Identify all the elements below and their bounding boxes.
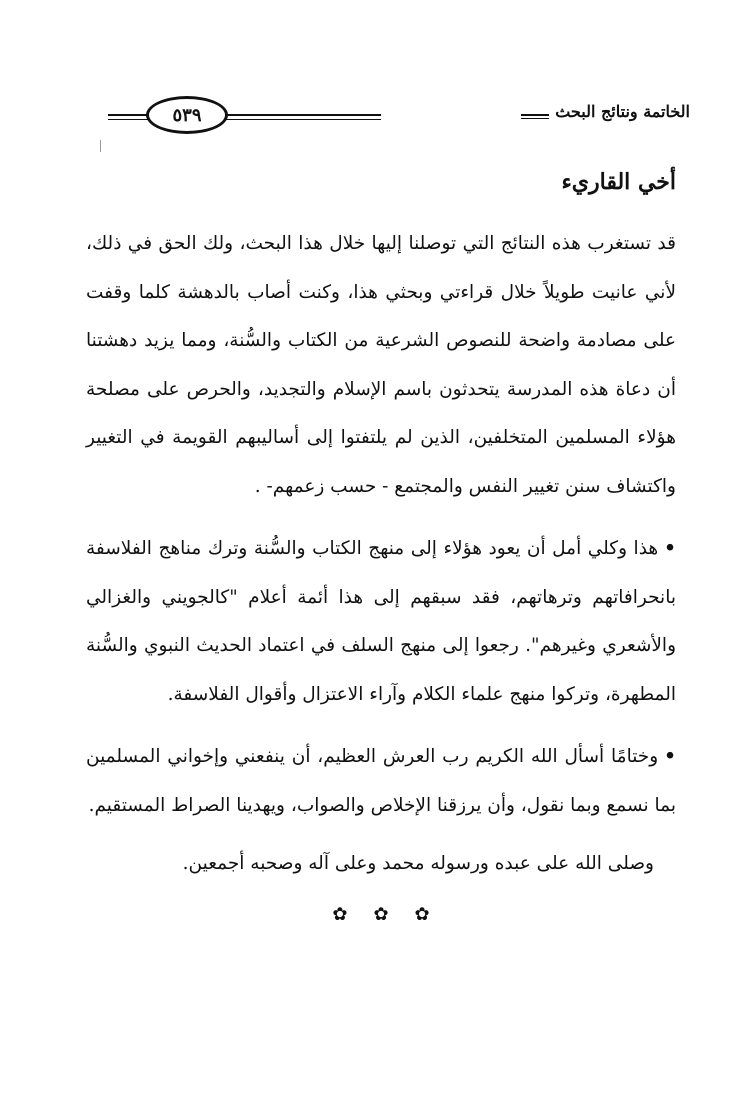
section-heading: أخي القاريء: [561, 169, 676, 195]
end-ornaments: [86, 905, 676, 925]
bullet-mark: •: [664, 746, 676, 767]
closing-paragraph: وصلى الله على عبده ورسوله محمد وعلى آله وصحبه أجمعين.: [182, 853, 654, 874]
page-number-rule-left-thin: [108, 119, 148, 120]
running-title: [521, 102, 690, 121]
page-number-rule-right-thin: [226, 119, 381, 120]
page-number: ٥٣٩: [146, 96, 228, 134]
flower-ornament-icon: ✿: [414, 903, 430, 925]
running-title-rule: [521, 114, 549, 119]
page-number-ornament: [108, 94, 388, 138]
running-title-text: الخاتمة ونتائج البحث: [555, 102, 690, 121]
body-paragraph: قد تستغرب هذه النتائج التي توصلنا إليها خلال هذا البحث، ولك الحق في ذلك، لأني عانيت طويلاً خلال قراءتي وبحثي هذا، وكنت أصاب بالدهشة كلما وقفت على مصادمة واضحة للنصوص الشرعية من الكتاب والسُّنة، ومما يزيد دهشتنا أن دعاة هذه المدرسة يتحدثون باسم الإسلام والتجديد، والحرص على مصلحة هؤلاء المسلمين المتخلفين، الذين لم يلتفتوا إلى أساليبهم القويمة في التغيير واكتشاف سنن تغيير النفس والمجتمع - حسب زعمهم- .: [86, 233, 676, 497]
page-content: [86, 158, 676, 925]
bullet-mark: •: [664, 538, 676, 559]
bullet-paragraph: [86, 733, 676, 830]
bullet-paragraph: [86, 525, 676, 719]
margin-tick: [100, 140, 101, 152]
page-header: [100, 92, 690, 140]
flower-ornament-icon: ✿: [373, 903, 389, 925]
bullet-paragraph-text: هذا وكلي أمل أن يعود هؤلاء إلى منهج الكتاب والسُّنة وترك مناهج الفلاسفة بانحرافاتهم وترهاتهم، فقد سبقهم إلى هذا أئمة أعلام "كالجويني والغزالي والأشعري وغيرهم". رجعوا إلى منهج السلف في اعتماد الحديث النبوي والسُّنة المطهرة، وتركوا منهج علماء الكلام وآراء الاعتزال وأقوال الفلاسفة.: [86, 538, 676, 705]
page-number-rule-right: [226, 114, 381, 116]
flower-ornament-icon: ✿: [332, 903, 348, 925]
bullet-paragraph-text: وختامًا أسأل الله الكريم رب العرش العظيم، أن ينفعني وإخواني المسلمين بما نسمع وبما نقول، وأن يرزقنا الإخلاص والصواب، ويهدينا الصراط المستقيم.: [86, 746, 676, 816]
page-number-rule-left: [108, 114, 148, 116]
